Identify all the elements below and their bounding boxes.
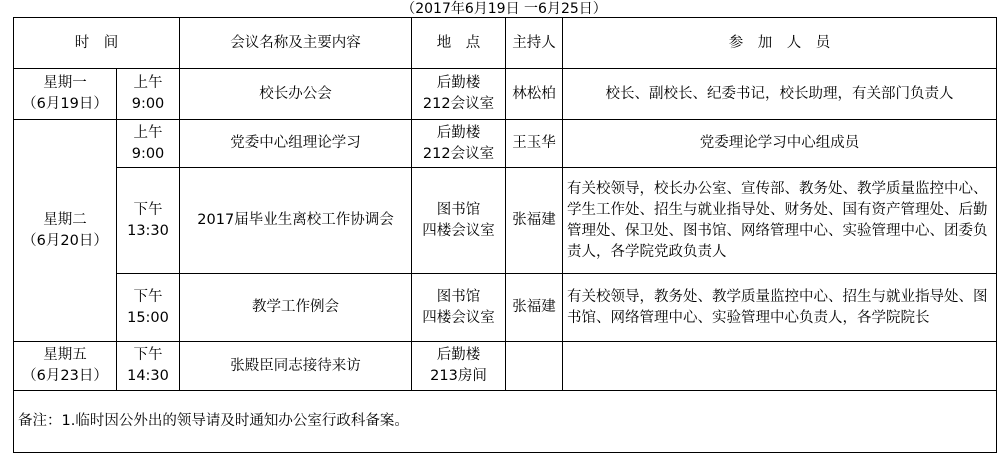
location-cell bbox=[412, 69, 506, 120]
table-row bbox=[14, 342, 997, 391]
building: 后勤楼 bbox=[436, 124, 481, 141]
note-row bbox=[14, 391, 997, 453]
room: 213房间 bbox=[430, 368, 487, 384]
location-cell bbox=[412, 168, 506, 274]
ampm: 上午 bbox=[133, 75, 163, 91]
building: 图书馆 bbox=[436, 288, 481, 305]
header-attendees: 参 加 人 员 bbox=[563, 18, 997, 69]
table-row bbox=[14, 274, 997, 342]
clock-time: 14:30 bbox=[127, 368, 169, 384]
ampm: 下午 bbox=[133, 288, 163, 305]
meeting-name: 教学工作例会 bbox=[180, 274, 412, 342]
attendees: 党委理论学习中心组成员 bbox=[563, 120, 997, 168]
attendees: 校长、副校长、纪委书记，校长助理，有关部门负责人 bbox=[563, 69, 997, 120]
day-cell bbox=[14, 69, 117, 120]
host: 张福建 bbox=[506, 168, 563, 274]
day-cell bbox=[14, 120, 117, 342]
weekday: 星期一 bbox=[43, 75, 87, 91]
time-cell bbox=[117, 342, 180, 391]
weekday: 星期二 bbox=[43, 211, 87, 228]
clock-time: 9:00 bbox=[131, 96, 165, 112]
ampm: 下午 bbox=[133, 201, 163, 218]
weekday: 星期五 bbox=[43, 347, 87, 363]
host: 王玉华 bbox=[506, 120, 563, 168]
header-row bbox=[14, 18, 997, 69]
ampm: 上午 bbox=[133, 124, 163, 141]
room: 四楼会议室 bbox=[422, 222, 495, 239]
day-cell bbox=[14, 342, 117, 391]
clock-time: 15:00 bbox=[127, 309, 169, 326]
time-cell bbox=[117, 120, 180, 168]
table-row bbox=[14, 168, 997, 274]
attendees: 有关校领导，教务处、教学质量监控中心、招生与就业指导处、图书馆、网络管理中心、实验管理中心负责人，各学院院长 bbox=[563, 274, 997, 342]
meeting-name: 校长办公会 bbox=[180, 69, 412, 120]
header-meeting: 会议名称及主要内容 bbox=[180, 18, 412, 69]
meeting-name: 张殿臣同志接待来访 bbox=[180, 342, 412, 391]
meeting-name: 党委中心组理论学习 bbox=[180, 120, 412, 168]
clock-time: 9:00 bbox=[131, 145, 165, 162]
host: 张福建 bbox=[506, 274, 563, 342]
time-cell bbox=[117, 168, 180, 274]
host: 林松柏 bbox=[506, 69, 563, 120]
location-cell bbox=[412, 120, 506, 168]
building: 后勤楼 bbox=[436, 347, 481, 363]
date: （6月20日） bbox=[22, 232, 108, 249]
table-row bbox=[14, 69, 997, 120]
time-cell bbox=[117, 274, 180, 342]
room: 212会议室 bbox=[422, 96, 495, 112]
ampm: 下午 bbox=[133, 347, 163, 363]
location-cell bbox=[412, 274, 506, 342]
date: （6月19日） bbox=[22, 96, 108, 112]
header-host: 主持人 bbox=[506, 18, 563, 69]
remarks-note: 备注：1.临时因公外出的领导请及时通知办公室行政科备案。 bbox=[14, 391, 997, 453]
meeting-schedule-table bbox=[13, 17, 997, 453]
location-cell bbox=[412, 342, 506, 391]
attendees: 有关校领导，校长办公室、宣传部、教务处、教学质量监控中心、学生工作处、招生与就业指导处、财务处、国有资产管理处、后勤管理处、保卫处、图书馆、网络管理中心、实验管理中心、团委负责人，各学院党政负责人 bbox=[563, 168, 997, 274]
table-row bbox=[14, 120, 997, 168]
date: （6月23日） bbox=[22, 368, 108, 384]
building: 后勤楼 bbox=[436, 75, 481, 91]
room: 212会议室 bbox=[422, 145, 495, 162]
clock-time: 13:30 bbox=[127, 222, 169, 239]
building: 图书馆 bbox=[436, 201, 481, 218]
meeting-name: 2017届毕业生离校工作协调会 bbox=[180, 168, 412, 274]
room: 四楼会议室 bbox=[422, 309, 495, 326]
schedule-date-range: （2017年6月19日 一6月25日） bbox=[401, 1, 607, 17]
header-location: 地 点 bbox=[412, 18, 506, 69]
host bbox=[506, 342, 563, 391]
time-cell bbox=[117, 69, 180, 120]
header-time: 时 间 bbox=[14, 18, 180, 69]
attendees bbox=[563, 342, 997, 391]
